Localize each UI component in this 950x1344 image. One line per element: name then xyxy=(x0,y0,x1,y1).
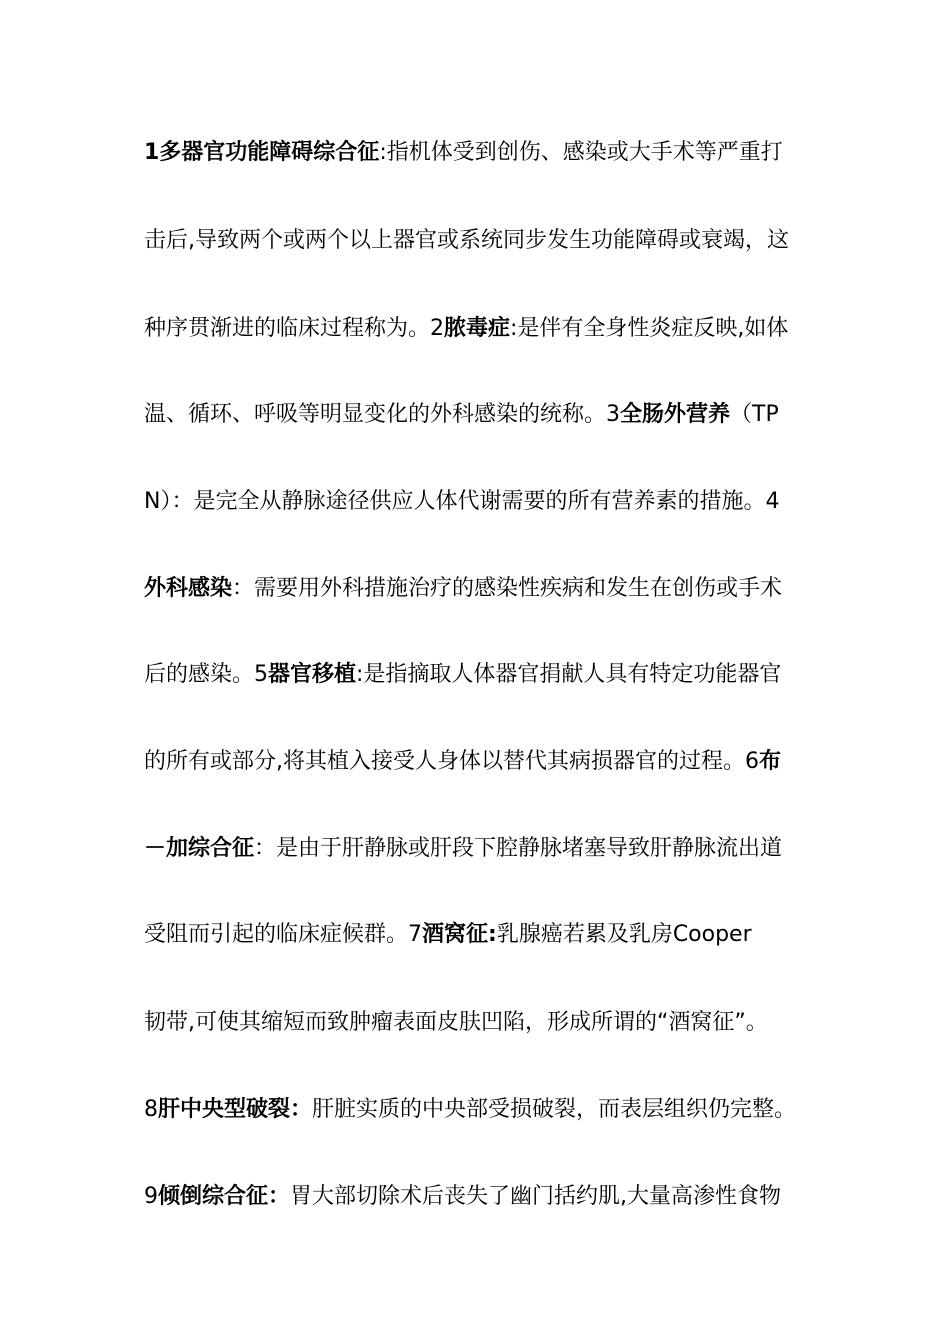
text-line xyxy=(144,314,844,344)
body-text: 击后,导致两个或两个以上器官或系统同步发生功能障碍或衰竭，这 xyxy=(144,228,789,253)
text-line xyxy=(144,660,844,690)
term-label: 外科感染 xyxy=(144,576,233,601)
body-text: 后的感染。5 xyxy=(144,662,268,687)
body-text: :指机体受到创伤、感染或大手术等严重打 xyxy=(379,140,783,165)
term-label: 脓毒症 xyxy=(444,316,511,341)
body-text: ：需要用外科措施治疗的感染性疾病和发生在创伤或手术 xyxy=(232,576,783,601)
text-line xyxy=(144,226,844,256)
body-text: N）：是完全从静脉途径供应人体代谢需要的所有营养素的措施。4 xyxy=(144,489,780,514)
body-text: 种序贯渐进的临床过程称为。2 xyxy=(144,316,444,341)
text-line xyxy=(144,400,844,430)
body-text: :是伴有全身性炎症反映,如体 xyxy=(510,316,789,341)
term-label: 倾倒综合征： xyxy=(158,1184,291,1209)
text-line xyxy=(144,574,844,604)
body-text: 温、循环、呼吸等明显变化的外科感染的统称。3 xyxy=(144,402,620,427)
term-label: 全肠外营养 xyxy=(620,402,731,427)
body-text: 韧带,可使其缩短而致肿瘤表面皮肤凹陷，形成所谓的“酒窝征”。 xyxy=(144,1010,768,1035)
term-label: －加综合征 xyxy=(144,836,255,861)
body-text: 乳腺癌若累及乳房Cooper xyxy=(496,922,752,947)
term-label: 酒窝征: xyxy=(422,922,497,947)
body-text: ：是由于肝静脉或肝段下腔静脉堵塞导致肝静脉流出道 xyxy=(254,836,783,861)
text-line xyxy=(144,1095,844,1125)
body-text: （TP xyxy=(730,402,779,427)
body-text: 肝脏实质的中央部受损破裂，而表层组织仍完整。 xyxy=(312,1097,797,1122)
text-line xyxy=(144,834,844,864)
body-text: 的所有或部分,将其植入接受人身体以替代其病损器官的过程。6 xyxy=(144,749,759,774)
body-text: 胃大部切除术后丧失了幽门括约肌,大量高渗性食物 xyxy=(290,1184,782,1209)
text-line xyxy=(144,1008,844,1038)
term-label: 器官移植 xyxy=(268,662,357,687)
body-text: :是指摘取人体器官捐献人具有特定功能器官 xyxy=(356,662,782,687)
body-text: 9 xyxy=(144,1184,158,1209)
body-text: 8 xyxy=(144,1097,158,1122)
body-text: 受阻而引起的临床症候群。7 xyxy=(144,922,422,947)
term-label: 1多器官功能障碍综合征 xyxy=(144,140,380,165)
text-line xyxy=(144,138,844,168)
text-line xyxy=(144,487,844,517)
text-line xyxy=(144,747,844,777)
term-label: 肝中央型破裂： xyxy=(158,1097,313,1122)
text-line xyxy=(144,920,844,950)
text-line xyxy=(144,1182,844,1212)
term-label: 布 xyxy=(759,749,782,774)
